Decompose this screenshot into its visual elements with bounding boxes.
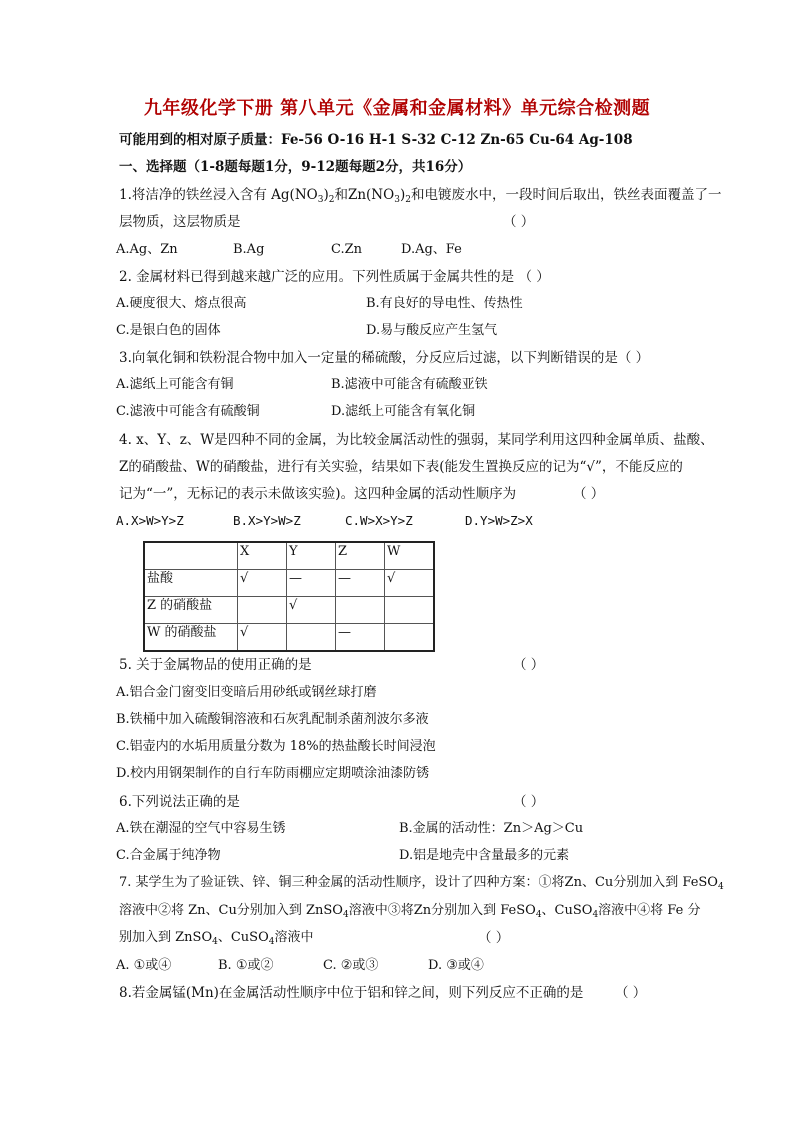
table-row xyxy=(144,624,434,652)
table-cell: Z xyxy=(336,542,385,570)
question-6: 6.下列说法正确的是 xyxy=(119,794,240,810)
table-cell: 盐酸 xyxy=(144,570,238,597)
question-5-option-c: C.铝壶内的水垢用质量分数为 18%的热盐酸长时间浸泡 xyxy=(116,739,436,754)
question-5-option-b: B.铁桶中加入硫酸铜溶液和石灰乳配制杀菌剂波尔多液 xyxy=(116,712,429,727)
question-5-option-d: D.校内用钢架制作的自行车防雨棚应定期喷涂油漆防锈 xyxy=(116,766,430,781)
question-3-option-b: B.滤液中可能含有硫酸亚铁 xyxy=(331,377,488,392)
question-3-option-d: D.滤纸上可能含有氧化铜 xyxy=(331,404,476,419)
question-2: 2. 金属材料已得到越来越广泛的应用。下列性质属于金属共性的是 （ ） xyxy=(119,269,550,285)
question-2-option-a: A.硬度很大、熔点很高 xyxy=(116,296,247,311)
question-5-option-a: A.铝合金门窗变旧变暗后用砂纸或钢丝球打磨 xyxy=(116,685,377,700)
question-6-answer-blank: （ ） xyxy=(513,794,545,810)
table-cell xyxy=(287,624,336,652)
question-6-option-c: C.合金属于纯净物 xyxy=(116,848,221,863)
question-1-option-a: A.Ag、Zn xyxy=(116,242,178,257)
table-cell: — xyxy=(336,570,385,597)
table-cell: √ xyxy=(238,570,287,597)
question-7-option-b: B. ①或② xyxy=(218,958,274,973)
question-5-answer-blank: （ ） xyxy=(513,657,545,673)
question-7-line-3: 别加入到 ZnSO$_4$、CuSO$_4$溶液中 xyxy=(119,930,314,947)
question-1-option-c: C.Zn xyxy=(331,242,363,257)
question-1-line-1: 1.将洁净的铁丝浸入含有 $Ag(NO_3)_2$和$Zn(NO_3)_2$和电镀废水中，一段时间后取出，铁丝表面覆盖了一 xyxy=(119,187,722,205)
table-cell: √ xyxy=(287,597,336,624)
table-header-row xyxy=(144,542,434,570)
table-cell: Z 的硝酸盐 xyxy=(144,597,238,624)
table-cell: √ xyxy=(385,570,435,597)
table-cell: — xyxy=(287,570,336,597)
table-row xyxy=(144,597,434,624)
question-3-option-a: A.滤纸上可能含有铜 xyxy=(116,377,234,392)
question-1-option-d: D.Ag、Fe xyxy=(401,242,462,257)
question-1-option-b: B.Ag xyxy=(233,242,265,257)
table-cell: √ xyxy=(238,624,287,652)
atomic-masses: 可能用到的相对原子质量：Fe-56 O-16 H-1 S-32 C-12 Zn-65 Cu-64 Ag-108 xyxy=(119,132,633,148)
table-cell xyxy=(144,542,238,570)
question-7-line-1: 7. 某学生为了验证铁、锌、铜三种金属的活动性顺序，设计了四种方案：①将Zn、Cu分别加入到 FeSO$_4$ xyxy=(119,875,724,892)
question-4-line-2: Z的硝酸盐、W的硝酸盐，进行有关实验，结果如下表(能发生置换反应的记为“√”，不能反应的 xyxy=(119,459,683,475)
question-7-option-a: A. ①或④ xyxy=(116,958,172,973)
question-4-option-a: A.X>W>Y>Z xyxy=(116,513,184,528)
table-row xyxy=(144,570,434,597)
table-cell xyxy=(385,624,435,652)
question-8-answer-blank: （ ） xyxy=(615,985,647,1001)
section-heading: 一、选择题（1-8题每题1分，9-12题每题2分，共16分） xyxy=(119,159,472,175)
table-cell xyxy=(238,597,287,624)
table-cell: W xyxy=(385,542,435,570)
reaction-table xyxy=(143,541,435,652)
question-4-line-1: 4. x、Y、z、W是四种不同的金属，为比较金属活动性的强弱，某同学利用这四种金属单质、盐酸、 xyxy=(119,432,714,448)
question-6-option-d: D.铝是地壳中含量最多的元素 xyxy=(399,848,570,863)
question-6-option-a: A.铁在潮湿的空气中容易生锈 xyxy=(116,821,286,836)
question-1-line-2: 层物质，这层物质是 xyxy=(119,214,241,230)
page-title: 九年级化学下册 第八单元《金属和金属材料》单元综合检测题 xyxy=(143,98,651,119)
question-7-option-d: D. ③或④ xyxy=(428,958,484,973)
question-4-answer-blank: （ ） xyxy=(573,486,605,502)
question-2-option-d: D.易与酸反应产生氢气 xyxy=(366,323,498,338)
table-cell: Y xyxy=(287,542,336,570)
table-cell: — xyxy=(336,624,385,652)
question-7-answer-blank: （ ） xyxy=(478,930,510,946)
question-4-line-3: 记为“一”，无标记的表示未做该实验)。这四种金属的活动性顺序为 xyxy=(119,486,517,502)
question-5: 5. 关于金属物品的使用正确的是 xyxy=(119,657,312,673)
question-8: 8.若金属锰(Mn)在金属活动性顺序中位于铝和锌之间，则下列反应不正确的是 xyxy=(119,985,584,1001)
table-cell: W 的硝酸盐 xyxy=(144,624,238,652)
question-3-option-c: C.滤液中可能含有硫酸铜 xyxy=(116,404,260,419)
question-4-option-b: B.X>Y>W>Z xyxy=(233,513,301,528)
question-2-option-c: C.是银白色的固体 xyxy=(116,323,221,338)
table-cell xyxy=(385,597,435,624)
question-3: 3.向氧化铜和铁粉混合物中加入一定量的稀硫酸，分反应后过滤，以下判断错误的是（ ） xyxy=(119,350,650,366)
table-cell xyxy=(336,597,385,624)
question-7-option-c: C. ②或③ xyxy=(323,958,379,973)
question-1-answer-blank: （ ） xyxy=(503,214,535,230)
question-7-line-2: 溶液中②将 Zn、Cu分别加入到 ZnSO$_4$溶液中③将Zn分别加入到 FeSO$_4$、CuSO$_4$溶液中④将 Fe 分 xyxy=(119,903,701,920)
question-2-option-b: B.有良好的导电性、传热性 xyxy=(366,296,523,311)
table-cell: X xyxy=(238,542,287,570)
question-4-option-d: D.Y>W>Z>X xyxy=(465,513,533,528)
question-4-option-c: C.W>X>Y>Z xyxy=(345,513,413,528)
question-6-option-b: B.金属的活动性：Zn＞Ag＞Cu xyxy=(399,821,584,836)
